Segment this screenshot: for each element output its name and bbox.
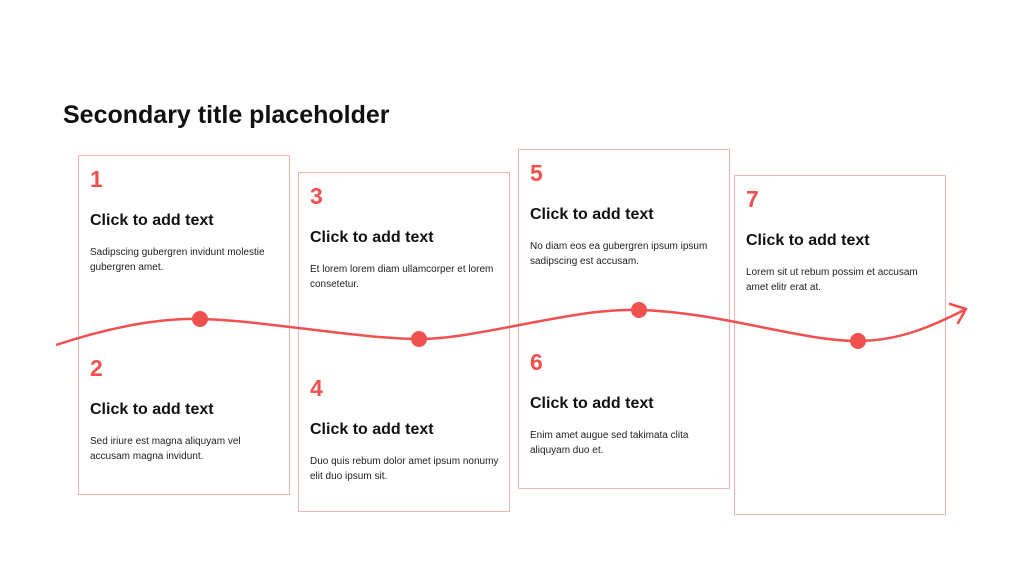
step-number: 3 <box>310 183 323 209</box>
step-5 <box>530 162 722 269</box>
milestone-dot-1 <box>192 311 208 327</box>
step-4 <box>310 377 502 484</box>
step-3 <box>310 185 502 292</box>
timeline-curve <box>56 309 966 345</box>
step-number: 1 <box>90 166 103 192</box>
step-2 <box>90 357 282 464</box>
page-title: Secondary title placeholder <box>63 101 390 129</box>
step-body[interactable]: Enim amet augue sed takimata clita aliquyam duo et. <box>530 430 689 457</box>
step-heading[interactable]: Click to add text <box>90 401 214 418</box>
milestone-dot-3 <box>631 302 647 318</box>
milestone-dot-4 <box>850 333 866 349</box>
step-body[interactable]: Sed iriure est magna aliquyam vel accusam magna invidunt. <box>90 436 241 463</box>
step-body[interactable]: No diam eos ea gubergren ipsum ipsum sadipscing est accusam. <box>530 241 708 268</box>
step-number: 4 <box>310 375 323 401</box>
step-heading[interactable]: Click to add text <box>90 212 214 229</box>
step-7 <box>746 188 938 295</box>
step-body[interactable]: Sadipscing gubergren invidunt molestie gubergren amet. <box>90 247 265 274</box>
step-heading[interactable]: Click to add text <box>746 232 870 249</box>
step-heading[interactable]: Click to add text <box>310 229 434 246</box>
step-number: 7 <box>746 186 759 212</box>
step-heading[interactable]: Click to add text <box>530 206 654 223</box>
step-body[interactable]: Et lorem lorem diam ullamcorper et lorem consetetur. <box>310 264 494 291</box>
milestone-dot-2 <box>411 331 427 347</box>
step-body[interactable]: Duo quis rebum dolor amet ipsum nonumy elit duo ipsum sit. <box>310 456 499 483</box>
step-number: 5 <box>530 160 543 186</box>
step-6 <box>530 351 722 458</box>
step-1 <box>90 168 282 275</box>
step-number: 6 <box>530 349 543 375</box>
step-body[interactable]: Lorem sit ut rebum possim et accusam amet elitr erat at. <box>746 267 918 294</box>
step-heading[interactable]: Click to add text <box>530 395 654 412</box>
step-heading[interactable]: Click to add text <box>310 421 434 438</box>
step-number: 2 <box>90 355 103 381</box>
